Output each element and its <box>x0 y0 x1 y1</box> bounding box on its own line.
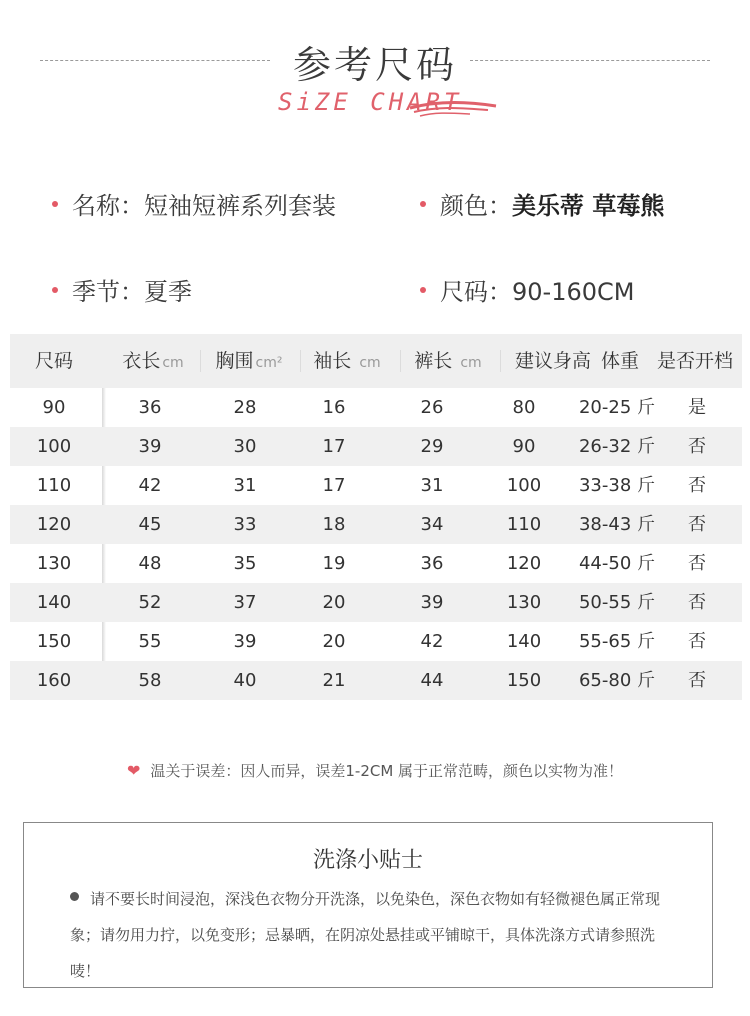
info-season-value: 夏季 <box>144 278 192 306</box>
cell-size: 130 <box>36 553 72 574</box>
table-header-row <box>10 334 742 388</box>
info-size <box>420 272 634 307</box>
cell-length: 48 <box>138 553 162 574</box>
cell-weight: 20-25 斤 <box>578 397 656 418</box>
info-color <box>420 186 664 221</box>
header-weight: 体重 <box>600 350 639 372</box>
cell-sleeve: 17 <box>322 436 346 457</box>
cell-chest: 39 <box>233 631 257 652</box>
table-row <box>10 622 742 661</box>
cell-pants: 39 <box>420 592 444 613</box>
cell-size: 120 <box>36 514 72 535</box>
page-title: 参考尺码 <box>292 43 457 87</box>
cell-length: 58 <box>138 670 162 691</box>
cell-weight: 55-65 斤 <box>578 631 656 652</box>
table-row <box>10 661 742 700</box>
cell-height: 140 <box>506 631 542 652</box>
cell-length: 55 <box>138 631 162 652</box>
cell-length: 42 <box>138 475 162 496</box>
header-pants <box>402 334 494 390</box>
cell-sleeve: 16 <box>322 397 346 418</box>
cell-length: 39 <box>138 436 162 457</box>
cell-pants: 34 <box>420 514 444 535</box>
cell-height: 90 <box>512 436 536 457</box>
cell-sleeve: 18 <box>322 514 346 535</box>
cell-weight: 50-55 斤 <box>578 592 656 613</box>
cell-chest: 35 <box>233 553 257 574</box>
header-length-label: 衣长 <box>122 350 161 372</box>
cell-pants: 31 <box>420 475 444 496</box>
cell-size: 160 <box>36 670 72 691</box>
cell-size: 110 <box>36 475 72 496</box>
info-name-value: 短袖短裤系列套装 <box>144 192 336 220</box>
header-sleeve <box>302 334 392 390</box>
header-chest-unit: cm² <box>255 355 283 371</box>
cell-weight: 26-32 斤 <box>578 436 656 457</box>
bullet-dot-icon <box>420 287 426 293</box>
cell-size: 100 <box>36 436 72 457</box>
header-separator <box>500 350 501 372</box>
info-name-label: 名称： <box>72 192 144 220</box>
header-separator <box>300 350 301 372</box>
cell-size: 140 <box>36 592 72 613</box>
cell-height: 110 <box>506 514 542 535</box>
bullet-dot-icon <box>420 201 426 207</box>
cell-chest: 28 <box>233 397 257 418</box>
header-pants-label: 裤长 <box>414 350 453 372</box>
heart-icon: ❤ <box>126 761 141 780</box>
cell-sleeve: 21 <box>322 670 346 691</box>
cell-pants: 29 <box>420 436 444 457</box>
cell-chest: 31 <box>233 475 257 496</box>
cell-length: 45 <box>138 514 162 535</box>
info-color-label: 颜色： <box>440 192 512 220</box>
info-size-label: 尺码： <box>440 278 512 306</box>
cell-sleeve: 20 <box>322 592 346 613</box>
cell-height: 80 <box>512 397 536 418</box>
cell-crotch: 否 <box>688 592 706 613</box>
cell-pants: 44 <box>420 670 444 691</box>
header-separator <box>400 350 401 372</box>
header-length-unit: cm <box>162 355 184 371</box>
cell-height: 130 <box>506 592 542 613</box>
cell-chest: 40 <box>233 670 257 691</box>
wash-tips-text <box>70 881 680 989</box>
wash-tips-box <box>23 822 713 988</box>
brush-stroke-icon <box>400 90 500 120</box>
header <box>0 30 750 130</box>
size-table <box>10 334 742 700</box>
cell-pants: 36 <box>420 553 444 574</box>
info-season-label: 季节： <box>72 278 144 306</box>
cell-size: 150 <box>36 631 72 652</box>
cell-crotch: 否 <box>688 631 706 652</box>
table-row <box>10 427 742 466</box>
cell-size: 90 <box>42 397 66 418</box>
cell-chest: 37 <box>233 592 257 613</box>
cell-crotch: 否 <box>688 670 706 691</box>
header-size: 尺码 <box>34 350 73 372</box>
header-chest-label: 胸围 <box>215 350 254 372</box>
cell-chest: 33 <box>233 514 257 535</box>
cell-height: 100 <box>506 475 542 496</box>
error-note <box>0 760 750 781</box>
cell-weight: 33-38 斤 <box>578 475 656 496</box>
header-length <box>110 334 196 390</box>
cell-length: 52 <box>138 592 162 613</box>
cell-pants: 26 <box>420 397 444 418</box>
bullet-dot-icon <box>52 287 58 293</box>
header-sleeve-label: 袖长 <box>313 350 352 372</box>
cell-length: 36 <box>138 397 162 418</box>
cell-sleeve: 19 <box>322 553 346 574</box>
cell-crotch: 否 <box>688 436 706 457</box>
cell-pants: 42 <box>420 631 444 652</box>
cell-crotch: 否 <box>688 514 706 535</box>
cell-weight: 38-43 斤 <box>578 514 656 535</box>
bullet-dot-icon <box>52 201 58 207</box>
cell-crotch: 否 <box>688 475 706 496</box>
table-row <box>10 388 742 427</box>
info-name <box>52 186 336 221</box>
header-separator <box>200 350 201 372</box>
wash-tips-title: 洗涤小贴士 <box>312 848 423 873</box>
header-pants-unit: cm <box>460 355 482 371</box>
cell-sleeve: 17 <box>322 475 346 496</box>
info-size-value: 90-160CM <box>512 278 635 306</box>
cell-height: 120 <box>506 553 542 574</box>
table-body <box>10 388 742 700</box>
header-sleeve-unit: cm <box>359 355 381 371</box>
page-subtitle: SiZE CHART <box>278 88 463 116</box>
header-crotch: 是否开档 <box>656 350 733 372</box>
info-season <box>52 272 192 307</box>
cell-weight: 65-80 斤 <box>578 670 656 691</box>
header-chest <box>202 334 296 390</box>
cell-crotch: 否 <box>688 553 706 574</box>
cell-crotch: 是 <box>688 397 706 418</box>
cell-sleeve: 20 <box>322 631 346 652</box>
wash-tips-body: 请不要长时间浸泡，深浅色衣物分开洗涤，以免染色，深色衣物如有轻微褪色属正常现象；请勿用力拧，以免变形；忌暴晒，在阴凉处悬挂或平铺晾干，具体洗涤方式请参照洗唛！ <box>70 890 661 980</box>
table-row <box>10 505 742 544</box>
table-row <box>10 544 742 583</box>
info-color-value: 美乐蒂 草莓熊 <box>512 192 665 220</box>
table-row <box>10 466 742 505</box>
cell-height: 150 <box>506 670 542 691</box>
cell-chest: 30 <box>233 436 257 457</box>
error-note-text: 温关于误差：因人而异，误差1-2CM 属于正常范畴，颜色以实物为准！ <box>150 762 624 780</box>
cell-weight: 44-50 斤 <box>578 553 656 574</box>
header-height: 建议身高 <box>514 350 591 372</box>
table-row <box>10 583 742 622</box>
